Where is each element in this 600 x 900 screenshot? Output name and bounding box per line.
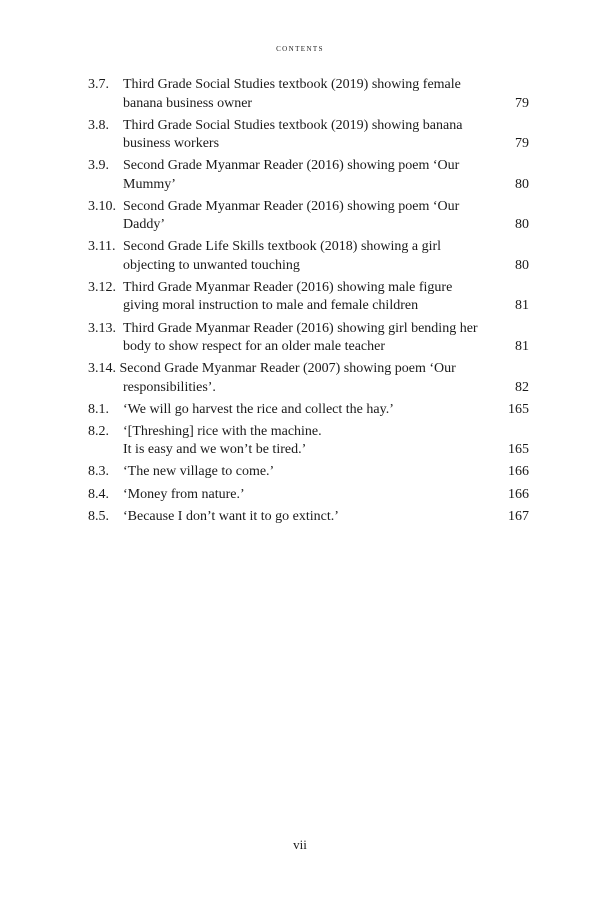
entry-title-line: giving moral instruction to male and female children [123, 298, 419, 314]
entry-title [88, 279, 530, 316]
entry-title [88, 423, 530, 460]
toc-entry [88, 198, 530, 235]
toc-entry [88, 117, 530, 154]
toc-entry [88, 486, 530, 505]
entry-title-line: Third Grade Social Studies textbook (2019) showing banana [123, 117, 463, 133]
entry-page-number: 80 [515, 176, 529, 192]
entry-number: 3.10. [88, 198, 116, 214]
toc-entry [88, 423, 530, 460]
toc-entry [88, 279, 530, 316]
entry-number: 3.9. [88, 158, 109, 174]
entry-page-number: 81 [515, 298, 529, 314]
entry-title-line: Third Grade Myanmar Reader (2016) showing girl bending her [123, 320, 478, 336]
entry-title-line: business workers [123, 136, 220, 152]
entry-title-line: It is easy and we won’t be tired.’ [123, 442, 307, 458]
toc-entry [88, 360, 530, 397]
entry-title-line: Mummy’ [123, 176, 176, 192]
entry-number: 3.12. [88, 279, 116, 295]
entry-page-number: 82 [515, 379, 529, 395]
page-folio: vii [293, 837, 307, 852]
entry-title [88, 76, 530, 113]
entry-title-line: objecting to unwanted touching [123, 257, 300, 273]
entry-page-number: 166 [508, 486, 529, 502]
entry-title [88, 401, 530, 420]
entry-number: 3.14. [88, 361, 116, 377]
entry-number: 3.13. [88, 320, 116, 336]
entry-page-number: 166 [508, 464, 529, 480]
entry-number: 8.2. [88, 423, 109, 439]
entry-title-line: ‘The new village to come.’ [123, 464, 275, 480]
entry-page-number: 81 [515, 339, 529, 355]
entry-title [88, 320, 530, 357]
toc-entry [88, 401, 530, 420]
toc-entry [88, 320, 530, 357]
entry-title-line: ‘[Threshing] rice with the machine. [123, 423, 322, 439]
toc-entry [88, 76, 530, 113]
toc-entry [88, 238, 530, 275]
entry-title-line: ‘Money from nature.’ [123, 486, 245, 502]
entry-page-number: 165 [508, 442, 529, 458]
entry-page-number: 80 [515, 217, 529, 233]
entry-title-line [88, 360, 482, 379]
entry-page-number: 79 [515, 95, 529, 111]
entry-number: 8.1. [88, 401, 109, 417]
entry-title [88, 157, 530, 194]
entry-page-number: 80 [515, 257, 529, 273]
entry-title-line: Second Grade Myanmar Reader (2016) showing poem ‘Our [123, 198, 460, 214]
entry-title [88, 238, 530, 275]
entry-title-line: body to show respect for an older male teacher [123, 339, 386, 355]
entry-title-line: Second Grade Life Skills textbook (2018) showing a girl [123, 239, 442, 255]
toc-entry [88, 508, 530, 527]
entry-number: 3.8. [88, 117, 109, 133]
entry-title [88, 463, 530, 482]
entry-title [88, 508, 530, 527]
entry-number: 3.7. [88, 77, 109, 92]
entry-number: 8.3. [88, 464, 109, 480]
toc-entry [88, 463, 530, 482]
entry-title [88, 198, 530, 235]
entry-number: 8.4. [88, 486, 109, 502]
entry-number: 8.5. [88, 508, 109, 524]
entry-title-line: banana business owner [123, 95, 253, 111]
entry-title [88, 117, 530, 154]
entry-title [88, 486, 530, 505]
list-of-figures [88, 76, 530, 530]
entry-title-line: Daddy’ [123, 217, 165, 233]
entry-title-line: Second Grade Myanmar Reader (2016) showing poem ‘Our [123, 158, 460, 174]
toc-entry [88, 157, 530, 194]
running-head: contents [276, 43, 324, 54]
entry-page-number: 79 [515, 136, 529, 152]
entry-title [88, 360, 530, 397]
entry-title-line: ‘We will go harvest the rice and collect the hay.’ [123, 401, 394, 417]
entry-page-number: 165 [508, 401, 529, 417]
entry-number: 3.11. [88, 239, 116, 255]
entry-title-line: responsibilities’. [123, 379, 216, 395]
entry-title-line: ‘Because I don’t want it to go extinct.’ [123, 508, 339, 524]
entry-title-line: Third Grade Social Studies textbook (2019) showing female [123, 77, 461, 92]
entry-title-text: Second Grade Myanmar Reader (2007) showing poem ‘Our [119, 361, 456, 377]
entry-page-number: 167 [508, 508, 529, 524]
entry-title-line: Third Grade Myanmar Reader (2016) showing male figure [123, 279, 453, 295]
